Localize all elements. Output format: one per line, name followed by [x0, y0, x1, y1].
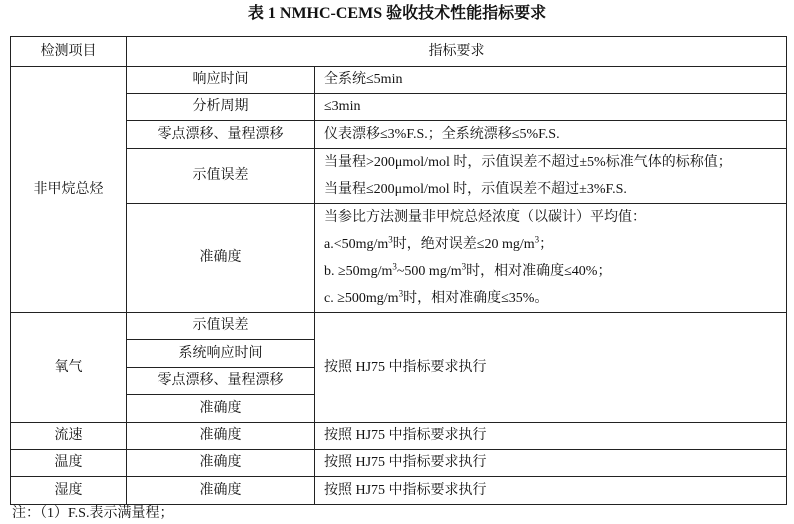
- table-row: [11, 423, 787, 450]
- param-cell: 准确度: [127, 423, 315, 450]
- requirement-cell: 按照 HJ75 中指标要求执行: [315, 313, 787, 423]
- param-cell: 示值误差: [127, 149, 315, 204]
- requirement-line: b. $\ge 50mg/m^3\sim 500$ $mg/m^3$时，相对准确度≤40%；: [324, 261, 612, 279]
- param-cell: 零点漂移、量程漂移: [127, 121, 315, 149]
- requirement-line: 当量程>200μmol/mol 时，示值误差不超过±5%标准气体的标称值；: [324, 155, 732, 170]
- param-cell: 准确度: [127, 477, 315, 505]
- footnote: 注：（1）F.S.表示满量程；: [12, 506, 174, 521]
- requirement-line: 当参比方法测量非甲烷总烃浓度（以碳计）平均值：: [324, 210, 646, 225]
- item-cell: 流速: [11, 423, 127, 450]
- table-row: [11, 67, 787, 94]
- requirement-cell: 按照 HJ75 中指标要求执行: [315, 423, 787, 450]
- table-row: [11, 450, 787, 477]
- table-row: [11, 477, 787, 505]
- table-row: [11, 94, 787, 121]
- header-item: 检测项目: [11, 37, 127, 67]
- param-cell: 零点漂移、量程漂移: [127, 368, 315, 395]
- requirement-cell: 按照 HJ75 中指标要求执行: [315, 450, 787, 477]
- requirement-cell: [315, 204, 787, 313]
- requirement-cell: 全系统≤5min: [315, 67, 787, 94]
- requirement-line: 当量程≤200μmol/mol 时，示值误差不超过±3%F.S.: [324, 182, 627, 197]
- requirement-line: $a.<50mg/m^3$时，绝对误差≤20 $mg/m^3$；: [324, 234, 554, 252]
- spec-table: [10, 36, 787, 505]
- item-cell: 温度: [11, 450, 127, 477]
- table-title: 表 1 NMHC-CEMS 验收技术性能指标要求: [247, 5, 547, 22]
- requirement-cell: 按照 HJ75 中指标要求执行: [315, 477, 787, 505]
- item-cell: 湿度: [11, 477, 127, 505]
- requirement-line: c. $\ge 500mg/m^3$时，相对准确度≤35%。: [324, 288, 549, 306]
- item-nmhc: 非甲烷总烃: [11, 67, 127, 313]
- param-cell: 系统响应时间: [127, 340, 315, 368]
- param-cell: 准确度: [127, 450, 315, 477]
- table-row: [11, 121, 787, 149]
- item-oxygen: 氧气: [11, 313, 127, 423]
- header-row: [11, 37, 787, 67]
- header-requirement: 指标要求: [127, 37, 787, 67]
- requirement-cell: 仪表漂移≤3%F.S.；全系统漂移≤5%F.S.: [315, 121, 787, 149]
- param-cell: 响应时间: [127, 67, 315, 94]
- table-row: [11, 204, 787, 313]
- requirement-cell: ≤3min: [315, 94, 787, 121]
- table-row: [11, 313, 787, 340]
- param-cell: 准确度: [127, 395, 315, 423]
- requirement-cell: [315, 149, 787, 204]
- param-cell: 准确度: [127, 204, 315, 313]
- table-row: [11, 149, 787, 204]
- param-cell: 分析周期: [127, 94, 315, 121]
- param-cell: 示值误差: [127, 313, 315, 340]
